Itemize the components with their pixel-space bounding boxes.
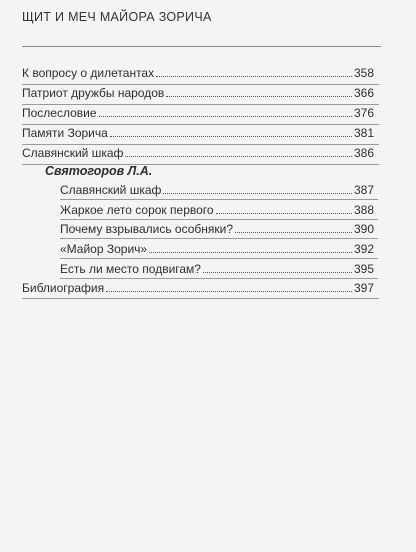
toc-entry-page: 392 — [353, 242, 374, 256]
toc-entry-title: Памяти Зорича — [22, 126, 108, 140]
toc-author-name: Святогоров Л.А. — [45, 164, 153, 178]
dot-leader — [99, 115, 352, 117]
toc-entry-page: 395 — [353, 262, 374, 276]
dot-leader — [166, 95, 352, 97]
toc-entry — [60, 222, 374, 236]
header-rule — [22, 46, 381, 47]
toc-entry-page: 381 — [353, 126, 374, 140]
toc-entry-title: Патриот дружбы народов — [22, 86, 165, 100]
entry-rule — [60, 219, 378, 220]
toc-author — [45, 164, 374, 178]
entry-rule — [60, 199, 378, 200]
toc-entry-title: Жаркое лето сорок первого — [60, 203, 214, 217]
toc-entry-page: 387 — [353, 183, 374, 197]
toc-entry-title: Почему взрывались особняки? — [60, 222, 234, 236]
toc-entry-page: 366 — [353, 86, 374, 100]
entry-rule — [22, 144, 379, 145]
toc-entry — [22, 146, 374, 160]
toc-entry — [22, 66, 374, 80]
entry-rule — [22, 104, 379, 105]
toc-entry-title: Славянский шкаф — [60, 183, 162, 197]
toc-entry — [22, 281, 374, 295]
entry-rule — [22, 84, 379, 85]
entry-rule — [22, 124, 379, 125]
toc-entry-page: 386 — [353, 146, 374, 160]
dot-leader — [235, 231, 352, 233]
dot-leader — [163, 192, 352, 194]
toc-entry-title: «Майор Зорич» — [60, 242, 148, 256]
toc-entry — [60, 262, 374, 276]
toc-entry — [22, 126, 374, 140]
entry-rule — [60, 278, 378, 279]
toc-entry — [60, 242, 374, 256]
dot-leader — [149, 251, 352, 253]
toc-entry-page: 388 — [353, 203, 374, 217]
toc-entry — [60, 203, 374, 217]
toc-entry-page: 397 — [353, 281, 374, 295]
toc-entry-title: Послесловие — [22, 106, 97, 120]
entry-rule — [60, 238, 378, 239]
toc-entry-page: 376 — [353, 106, 374, 120]
toc-entry-title: Библиография — [22, 281, 105, 295]
toc-entry-page: 390 — [353, 222, 374, 236]
toc-entry — [22, 106, 374, 120]
dot-leader — [203, 271, 352, 273]
entry-rule — [22, 298, 379, 299]
dot-leader — [156, 75, 352, 77]
dot-leader — [216, 212, 352, 214]
toc-entry-title: Есть ли место подвигам? — [60, 262, 201, 276]
running-title: ЩИТ И МЕЧ МАЙОРА ЗОРИЧА — [22, 10, 212, 24]
dot-leader — [125, 155, 352, 157]
dot-leader — [110, 135, 352, 137]
toc-entry-title: К вопросу о дилетантах — [22, 66, 155, 80]
toc-entry-page: 358 — [353, 66, 374, 80]
entry-rule — [60, 258, 378, 259]
toc-entry — [22, 86, 374, 100]
toc-entry-title: Славянский шкаф — [22, 146, 124, 160]
toc-entry — [60, 183, 374, 197]
dot-leader — [106, 290, 352, 292]
